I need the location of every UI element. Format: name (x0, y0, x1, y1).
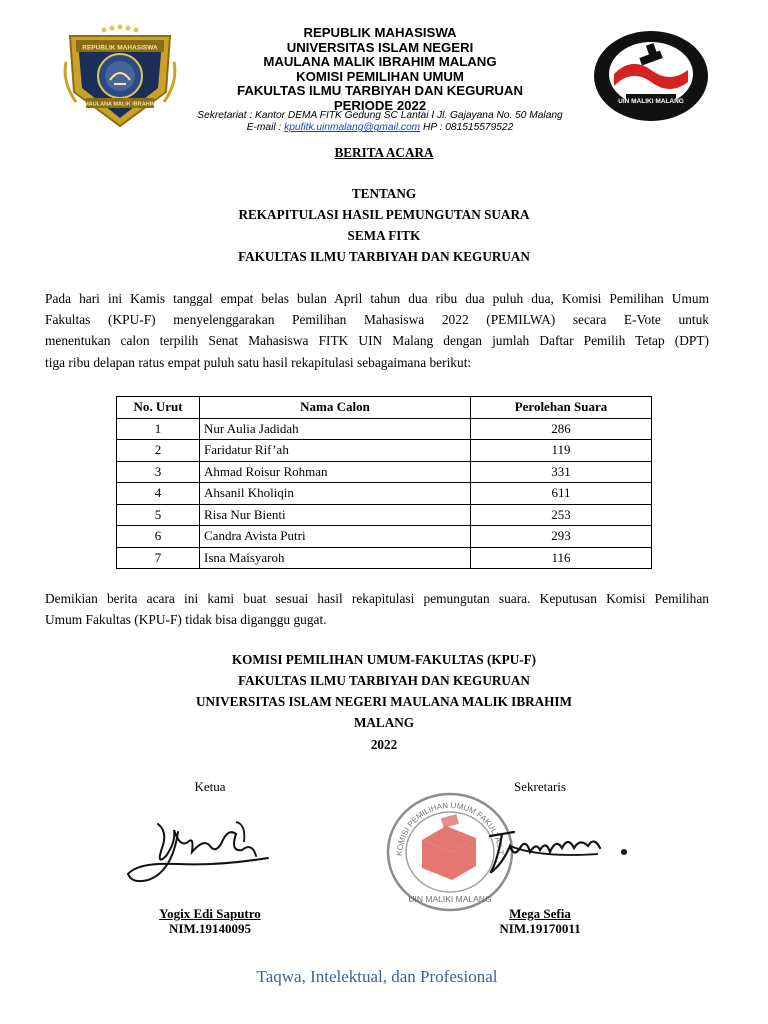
table-row (117, 504, 652, 526)
paragraph-line: Pada hari ini Kamis tanggal empat belas bulan April tahun dua ribu dua puluh dua, Komisi Pemilihan Umum (45, 291, 709, 306)
cell-number: 5 (117, 504, 200, 526)
subject-line: SEMA FITK (347, 228, 421, 243)
sekretaris-name: Mega Sefia (509, 906, 571, 921)
closing-faculty: FAKULTAS ILMU TARBIYAH DAN KEGURUAN (238, 673, 530, 688)
letterhead-line: FAKULTAS ILMU TARBIYAH DAN KEGURUAN (237, 83, 523, 99)
cell-number: 4 (117, 483, 200, 505)
svg-text:REPUBLIK MAHASISWA: REPUBLIK MAHASISWA (82, 44, 158, 52)
cell-votes: 331 (471, 461, 652, 483)
subject-tentang: TENTANG (351, 186, 417, 201)
cell-candidate: Ahmad Roisur Rohman (200, 461, 471, 483)
cell-candidate: Faridatur Rif’ah (200, 440, 471, 462)
vote-results-table (116, 396, 652, 569)
closing-city: MALANG (353, 715, 415, 730)
stamp-ring-text: KOMISI PEMILIHAN UMUM FAKULTAS T (394, 800, 506, 857)
letterhead-line: PERIODE 2022 (333, 97, 427, 113)
cell-votes: 253 (471, 504, 652, 526)
subject-line: REKAPITULASI HASIL PEMUNGUTAN SUARA (238, 207, 530, 222)
secretariat-address: Sekretariat : Kantor DEMA FITK Gedung SC Lantai I Jl. Gajayana No. 50 Malang (197, 110, 563, 121)
role-sekretaris: Sekretaris (514, 779, 566, 794)
cell-candidate: Ahsanil Kholiqin (200, 483, 471, 505)
letterhead-title (190, 26, 570, 114)
paragraph-line: Demikian berita acara ini kami buat sesuai hasil rekapitulasi pemungutan suara. Keputusan Komisi Pemilihan (45, 591, 709, 606)
cell-votes: 286 (471, 418, 652, 440)
cell-number: 3 (117, 461, 200, 483)
paragraph-line: Umum Fakultas (KPU-F) tidak bisa diganggu gugat. (45, 612, 327, 628)
contact-line (160, 122, 600, 134)
cell-number: 6 (117, 526, 200, 548)
paragraph-line: Fakultas (KPU-F) menyelenggarakan Pemilihan Mahasiswa 2022 (PEMILWA) secara E-Vote untuk (45, 312, 709, 328)
column-header-votes: Perolehan Suara (471, 397, 652, 419)
cell-candidate: Risa Nur Bienti (200, 504, 471, 526)
column-header-number: No. Urut (117, 397, 200, 419)
table-row (117, 418, 652, 440)
phone-number: HP : 081515579522 (423, 122, 514, 134)
opening-paragraph (45, 288, 709, 373)
paragraph-line: tiga ribu delapan ratus empat puluh satu hasil rekapitulasi sebagaimana berikut: (45, 354, 472, 370)
cell-number: 7 (117, 547, 200, 569)
cell-votes: 611 (471, 483, 652, 505)
table-row (117, 461, 652, 483)
letterhead-line: MAULANA MALIK IBRAHIM MALANG (263, 54, 497, 70)
kpu-fitk-logo (592, 30, 710, 122)
cell-votes: 116 (471, 547, 652, 569)
letterhead-line: UNIVERSITAS ISLAM NEGERI (286, 39, 474, 55)
subject-line: FAKULTAS ILMU TARBIYAH DAN KEGURUAN (238, 249, 530, 264)
stamp-bottom-text: UIN MALIKI MALANG (408, 894, 492, 904)
ketua-nim: NIM.19140095 (169, 921, 251, 936)
ketua-name: Yogix Edi Saputro (159, 906, 261, 921)
cell-candidate: Nur Aulia Jadidah (200, 418, 471, 440)
cell-candidate: Isna Maisyaroh (200, 547, 471, 569)
paragraph-line: menentukan calon terpilih Senat Mahasiswa FITK UIN Malang dengan jumlah Daftar Pemilih Tetap (DPT) (45, 333, 709, 349)
kpu-logo-bottom-text: UIN MALIKI MALANG (618, 98, 684, 105)
footer-motto: Taqwa, Intelektual, dan Profesional (256, 967, 498, 986)
cell-votes: 293 (471, 526, 652, 548)
table-row (117, 483, 652, 505)
letterhead-contact (160, 110, 600, 135)
table-row (117, 526, 652, 548)
ketua-signature (118, 812, 278, 892)
cell-number: 2 (117, 440, 200, 462)
table-row (117, 440, 652, 462)
table-header-row (117, 397, 652, 419)
closing-university: UNIVERSITAS ISLAM NEGERI MAULANA MALIK IBRAHIM (195, 694, 572, 709)
column-header-candidate: Nama Calon (200, 397, 471, 419)
closing-org: KOMISI PEMILIHAN UMUM-FAKULTAS (KPU-F) (231, 652, 537, 667)
letterhead-line: KOMISI PEMILIHAN UMUM (296, 68, 464, 84)
closing-paragraph (45, 588, 709, 630)
letterhead-line: REPUBLIK MAHASISWA (303, 25, 457, 40)
sekretaris-signature (480, 818, 640, 888)
document-title: BERITA ACARA (334, 145, 434, 160)
closing-year: 2022 (370, 737, 398, 752)
ketua-signature-block (130, 906, 290, 936)
email-label: E-mail : (246, 122, 282, 134)
sekretaris-nim: NIM.19170011 (499, 921, 581, 936)
cell-number: 1 (117, 418, 200, 440)
sekretaris-signature-block (460, 906, 620, 936)
cell-votes: 119 (471, 440, 652, 462)
svg-text:MAULANA MALIK IBRAHIM: MAULANA MALIK IBRAHIM (84, 101, 156, 108)
table-row (117, 547, 652, 569)
role-ketua: Ketua (194, 779, 226, 794)
email-link[interactable]: kpufitk.uinmalang@gmail.com (284, 122, 421, 134)
cell-candidate: Candra Avista Putri (200, 526, 471, 548)
